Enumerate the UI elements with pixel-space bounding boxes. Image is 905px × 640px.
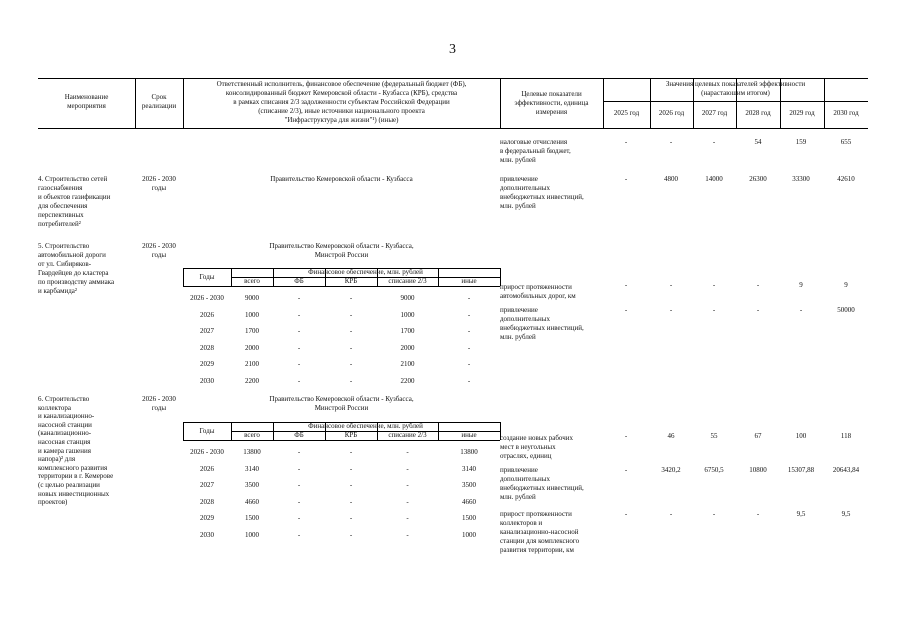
item-5-name: автомобильной дороги bbox=[38, 251, 106, 259]
item-5-fin-cell: - bbox=[349, 327, 353, 335]
item-6-indicator: мест в неугольных bbox=[500, 443, 556, 451]
header-top-rule bbox=[38, 78, 868, 79]
indicator-value: - bbox=[756, 510, 760, 518]
item-5-fin-cell: 1000 bbox=[400, 310, 415, 319]
item-6-fin-cell: - bbox=[349, 464, 353, 473]
item-5-fin-cell: 2200 bbox=[245, 376, 259, 385]
item-6-fin-column: всего bbox=[244, 431, 260, 439]
item-6-indicator: коллекторов и bbox=[500, 519, 543, 527]
item-6-term: годы bbox=[151, 404, 167, 412]
indicator-value: 20643,84 bbox=[832, 466, 860, 474]
item-5-fin-cell: 2026 bbox=[200, 310, 214, 319]
item-6-indicator: создание новых рабочих bbox=[500, 434, 574, 442]
column-header-name: Наименование bbox=[64, 93, 109, 101]
item-6-fin-cell: - bbox=[349, 481, 353, 489]
item-5-fin-column: иные bbox=[461, 277, 477, 285]
item-6-fin-cell: 1000 bbox=[462, 530, 476, 539]
item-6-indicator: прирост протяженности bbox=[500, 510, 572, 518]
item-6-fin-years-label: Годы bbox=[199, 427, 215, 435]
indicator-value: - bbox=[669, 510, 673, 518]
item-4-name: для обеспечения bbox=[38, 202, 88, 210]
item-6-name: новых инвестиционных bbox=[38, 489, 110, 498]
item-6-name: (канализационно- bbox=[38, 429, 92, 438]
item-5-fin-cell: 1000 bbox=[245, 310, 259, 319]
item-5-fin-cell: - bbox=[297, 360, 301, 368]
item-5-name: по производству аммиака bbox=[38, 278, 115, 286]
indicator-value: - bbox=[669, 281, 673, 289]
item-6-fin-cell: - bbox=[406, 464, 409, 473]
indicator-value: 6750,5 bbox=[704, 466, 724, 474]
item-6-name: и камера гашения bbox=[38, 446, 91, 455]
indicator-tax: в федеральный бюджет, bbox=[500, 147, 571, 155]
item-5-indicator: млн. рублей bbox=[500, 333, 536, 341]
item-4-name: и объектов газификации bbox=[38, 193, 111, 201]
indicator-value: 42610 bbox=[837, 175, 855, 183]
item-5-fin-bottom-rule bbox=[183, 286, 500, 287]
item-4-indicator: привлечение bbox=[500, 175, 538, 183]
item-6-indicator: станции для комплексного bbox=[500, 537, 580, 545]
item-5-fin-cell: 2026 - 2030 bbox=[190, 294, 224, 302]
indicator-value: 54 bbox=[754, 138, 762, 146]
item-5-fin-cell: - bbox=[467, 376, 471, 385]
column-header-executor: Ответственный исполнитель, финансовое обеспечение (федеральный бюджет (ФБ), bbox=[216, 80, 467, 88]
item-6-fin-cell: 2027 bbox=[200, 481, 214, 489]
item-5-fin-cell: 1700 bbox=[400, 327, 415, 335]
column-header-values: (нарастающим итогом) bbox=[701, 89, 770, 97]
indicator-value: 33300 bbox=[792, 175, 810, 183]
column-header-target: измерения bbox=[535, 108, 568, 116]
column-header-executor: (списание 2/3), иные источники национального проекта bbox=[258, 107, 425, 115]
item-6-executor: Правительство Кемеровской области - Кузбасса, bbox=[269, 395, 414, 403]
item-5-fin-cell: 2100 bbox=[400, 360, 415, 368]
item-6-indicator: млн. рублей bbox=[500, 493, 536, 501]
item-6-fin-cell: 1500 bbox=[245, 514, 259, 522]
item-6-fin-column: иные bbox=[461, 431, 477, 439]
indicator-value: 9,5 bbox=[796, 510, 806, 518]
indicator-value: 159 bbox=[795, 138, 807, 146]
item-6-name: 6. Строительство bbox=[38, 395, 90, 403]
item-6-fin-cell: 2026 - 2030 bbox=[190, 448, 224, 456]
indicator-value: - bbox=[712, 306, 716, 314]
indicator-value: 14000 bbox=[705, 175, 723, 183]
header-bottom-rule bbox=[38, 128, 868, 129]
item-6-indicator: канализационно-насосной bbox=[500, 528, 579, 536]
item-5-fin-column: всего bbox=[244, 277, 260, 285]
item-5-fin-cell: 2200 bbox=[400, 376, 415, 385]
indicator-value: - bbox=[624, 432, 628, 440]
item-4-indicator: млн. рублей bbox=[500, 202, 536, 210]
column-header-executor: в рамках списания 2/3 задолженности субъектам Российской Федерации bbox=[233, 98, 450, 106]
item-5-fin-cell: 2029 bbox=[200, 360, 214, 368]
item-6-fin-cell: 1000 bbox=[245, 530, 259, 539]
item-5-name: Гвардейцев до кластера bbox=[38, 269, 109, 277]
item-5-fin-cell: 2100 bbox=[245, 360, 259, 368]
item-4-indicator: внебюджетных инвестиций, bbox=[500, 193, 584, 201]
item-5-fin-cell: - bbox=[297, 327, 301, 335]
item-6-indicator: внебюджетных инвестиций, bbox=[500, 484, 584, 492]
item-5-fin-cell: 2027 bbox=[200, 327, 214, 335]
item-6-fin-cell: - bbox=[406, 448, 409, 456]
indicator-value: - bbox=[624, 510, 628, 518]
indicator-value: - bbox=[756, 306, 760, 314]
item-6-fin-cell: - bbox=[349, 514, 353, 522]
item-6-name: напора)² для bbox=[38, 455, 76, 464]
item-5-fin-column: списание 2/3 bbox=[388, 277, 427, 285]
indicator-value: 9 bbox=[844, 281, 848, 289]
item-6-name: и канализационно- bbox=[38, 412, 95, 421]
item-6-fin-cell: 2026 bbox=[200, 464, 214, 473]
indicator-tax: налоговые отчисления bbox=[500, 138, 568, 146]
item-6-name: насосной станции bbox=[38, 420, 92, 429]
item-6-fin-cell: 3500 bbox=[245, 481, 259, 489]
item-5-name: 5. Строительство bbox=[38, 242, 90, 250]
item-5-executor: Правительство Кемеровской области - Кузбасса, bbox=[269, 242, 414, 250]
item-6-fin-cell: - bbox=[297, 530, 301, 539]
indicator-value: - bbox=[624, 281, 628, 289]
item-5-fin-cell: - bbox=[467, 360, 471, 368]
item-5-fin-cell: 2000 bbox=[245, 343, 259, 352]
item-6-fin-cell: - bbox=[297, 514, 301, 522]
indicator-value: - bbox=[624, 138, 628, 146]
item-6-indicator: привлечение bbox=[500, 466, 538, 474]
indicator-value: - bbox=[669, 306, 673, 314]
indicator-value: - bbox=[624, 175, 628, 183]
column-header-year: 2030 год bbox=[833, 109, 859, 117]
item-5-indicator: прирост протяженности bbox=[500, 283, 572, 291]
item-4-term: 2026 - 2030 bbox=[142, 175, 176, 183]
item-6-fin-column: КРБ bbox=[344, 431, 358, 439]
item-6-indicator: отраслях, единиц bbox=[500, 452, 552, 460]
indicator-value: 3420,2 bbox=[661, 466, 681, 474]
item-6-name: проектов) bbox=[38, 498, 68, 507]
item-6-fin-cell: - bbox=[406, 530, 409, 539]
item-4-term: годы bbox=[151, 184, 167, 192]
item-5-name: от ул. Сибиряков- bbox=[38, 260, 92, 268]
item-6-fin-cell: 4660 bbox=[245, 497, 259, 506]
item-4-name: потребителей² bbox=[38, 220, 81, 228]
item-4-name: перспективных bbox=[38, 211, 84, 219]
item-6-fin-column: списание 2/3 bbox=[388, 431, 427, 439]
item-5-fin-cell: - bbox=[467, 310, 471, 319]
item-5-fin-cell: - bbox=[467, 327, 471, 335]
item-5-fin-cell: - bbox=[467, 343, 471, 352]
column-header-name: мероприятия bbox=[67, 102, 106, 110]
item-6-name: насосная станция bbox=[38, 438, 91, 446]
item-6-fin-cell: - bbox=[406, 497, 409, 506]
indicator-value: - bbox=[712, 138, 716, 146]
indicator-value: 9 bbox=[799, 281, 803, 289]
indicator-value: 67 bbox=[754, 432, 762, 440]
column-header-year: 2026 год bbox=[658, 109, 685, 117]
item-4-name: газоснабжения bbox=[38, 184, 83, 192]
item-4-indicator: дополнительных bbox=[500, 184, 551, 192]
item-5-fin-cell: 9000 bbox=[400, 294, 415, 302]
indicator-value: - bbox=[712, 281, 716, 289]
column-header-executor: "Инфраструктура для жизни"¹) (иные) bbox=[284, 116, 399, 124]
item-4-executor: Правительство Кемеровской области - Кузбасса bbox=[270, 175, 413, 183]
item-5-indicator: автомобильных дорог, км bbox=[500, 292, 576, 300]
indicator-tax: млн. рублей bbox=[500, 156, 536, 164]
item-5-fin-cell: 1700 bbox=[245, 327, 259, 335]
item-6-fin-cell: - bbox=[406, 514, 409, 522]
item-6-name: (с целью реализации bbox=[38, 481, 100, 489]
item-6-indicator: развития территории, км bbox=[500, 546, 574, 554]
item-5-fin-cell: - bbox=[349, 376, 353, 385]
indicator-value: 26300 bbox=[749, 175, 767, 183]
item-5-indicator: дополнительных bbox=[500, 315, 551, 323]
indicator-value: - bbox=[799, 306, 803, 314]
indicator-value: 100 bbox=[795, 432, 807, 440]
item-5-fin-cell: - bbox=[297, 294, 301, 302]
item-6-fin-column: ФБ bbox=[294, 431, 304, 439]
item-6-name: комплексного развития bbox=[38, 463, 108, 472]
item-6-fin-cell: 2028 bbox=[200, 497, 214, 506]
item-6-fin-cell: 13800 bbox=[243, 448, 261, 456]
item-6-fin-cell: 2030 bbox=[200, 530, 214, 539]
indicator-value: 4800 bbox=[664, 175, 678, 183]
page-number: 3 bbox=[449, 42, 456, 57]
item-5-fin-cell: - bbox=[297, 310, 301, 319]
item-5-indicator: внебюджетных инвестиций, bbox=[500, 324, 584, 332]
column-header-values: Значения целевых показателей эффективности bbox=[665, 80, 806, 88]
item-5-fin-cell: 2030 bbox=[200, 376, 214, 385]
item-6-fin-cell: 3140 bbox=[245, 464, 259, 473]
item-5-fin-cell: - bbox=[349, 343, 353, 352]
indicator-value: 55 bbox=[710, 432, 718, 440]
indicator-value: 118 bbox=[840, 432, 852, 440]
indicator-value: 15307,88 bbox=[787, 466, 815, 474]
indicator-value: - bbox=[669, 138, 673, 146]
item-6-fin-cell: 4660 bbox=[462, 497, 476, 506]
indicator-value: 10800 bbox=[749, 466, 767, 474]
item-6-fin-cell: - bbox=[349, 448, 353, 456]
item-5-fin-cell: - bbox=[349, 310, 353, 319]
item-6-name: коллектора bbox=[38, 403, 71, 412]
column-header-year: 2028 год bbox=[745, 109, 771, 117]
item-6-fin-title: Финансовое обеспечение, млн. рублей bbox=[308, 422, 423, 430]
item-5-fin-cell: 2028 bbox=[200, 343, 214, 352]
item-6-fin-cell: 13800 bbox=[460, 448, 478, 456]
item-6-fin-cell: - bbox=[297, 481, 301, 489]
item-6-fin-cell: - bbox=[349, 497, 353, 506]
indicator-value: - bbox=[712, 510, 716, 518]
column-header-target: эффективности, единица bbox=[514, 99, 589, 107]
indicator-value: 9,5 bbox=[841, 510, 851, 518]
item-6-name: территории в г. Кемерове bbox=[38, 472, 114, 481]
item-5-fin-column: КРБ bbox=[344, 277, 358, 285]
item-5-fin-column: ФБ bbox=[294, 277, 304, 285]
item-5-fin-cell: - bbox=[297, 376, 301, 385]
column-header-executor: консолидированный бюджет Кемеровской области - Кузбасса (КРБ), средства bbox=[225, 89, 458, 97]
item-6-fin-cell: - bbox=[349, 530, 353, 539]
indicator-value: - bbox=[624, 466, 628, 474]
indicator-value: - bbox=[756, 281, 760, 289]
column-header-year: 2029 год bbox=[789, 109, 815, 117]
item-5-executor: Минстрой России bbox=[314, 251, 369, 259]
indicator-value: 50000 bbox=[837, 306, 855, 314]
item-6-fin-cell: 3500 bbox=[462, 481, 476, 489]
column-header-year: 2025 год bbox=[613, 109, 640, 117]
item-5-fin-years-label: Годы bbox=[199, 273, 215, 281]
item-6-fin-cell: - bbox=[406, 481, 409, 489]
item-5-fin-cell: - bbox=[297, 343, 301, 352]
item-5-name: и карбамида² bbox=[38, 287, 78, 295]
column-header-target: Целевые показатели bbox=[521, 90, 582, 98]
item-6-executor: Минстрой России bbox=[314, 404, 369, 412]
item-6-fin-cell: - bbox=[297, 464, 301, 473]
item-5-fin-cell: - bbox=[349, 294, 353, 302]
item-6-fin-cell: 3140 bbox=[462, 464, 476, 473]
item-5-fin-cell: - bbox=[349, 360, 353, 368]
item-4-name: 4. Строительство сетей bbox=[38, 175, 108, 183]
item-5-fin-title: Финансовое обеспечение, млн. рублей bbox=[308, 268, 423, 276]
column-header-term: Срок bbox=[151, 93, 167, 101]
item-6-fin-cell: 1500 bbox=[462, 514, 476, 522]
indicator-value: 46 bbox=[667, 432, 675, 440]
item-6-fin-cell: 2029 bbox=[200, 514, 214, 522]
item-6-indicator: дополнительных bbox=[500, 475, 551, 483]
item-6-fin-cell: - bbox=[297, 497, 301, 506]
item-5-term: годы bbox=[151, 251, 167, 259]
column-header-year: 2027 год bbox=[701, 109, 728, 117]
item-5-fin-cell: - bbox=[467, 294, 471, 302]
item-5-indicator: привлечение bbox=[500, 306, 538, 314]
item-6-fin-cell: - bbox=[297, 448, 301, 456]
indicator-value: - bbox=[624, 306, 628, 314]
item-6-term: 2026 - 2030 bbox=[142, 395, 176, 403]
indicator-value: 655 bbox=[840, 138, 852, 146]
item-6-fin-bottom-rule bbox=[183, 440, 500, 441]
item-5-fin-cell: 2000 bbox=[400, 343, 415, 352]
column-header-term: реализации bbox=[141, 102, 177, 110]
item-5-term: 2026 - 2030 bbox=[142, 242, 176, 250]
item-5-fin-cell: 9000 bbox=[245, 294, 259, 302]
